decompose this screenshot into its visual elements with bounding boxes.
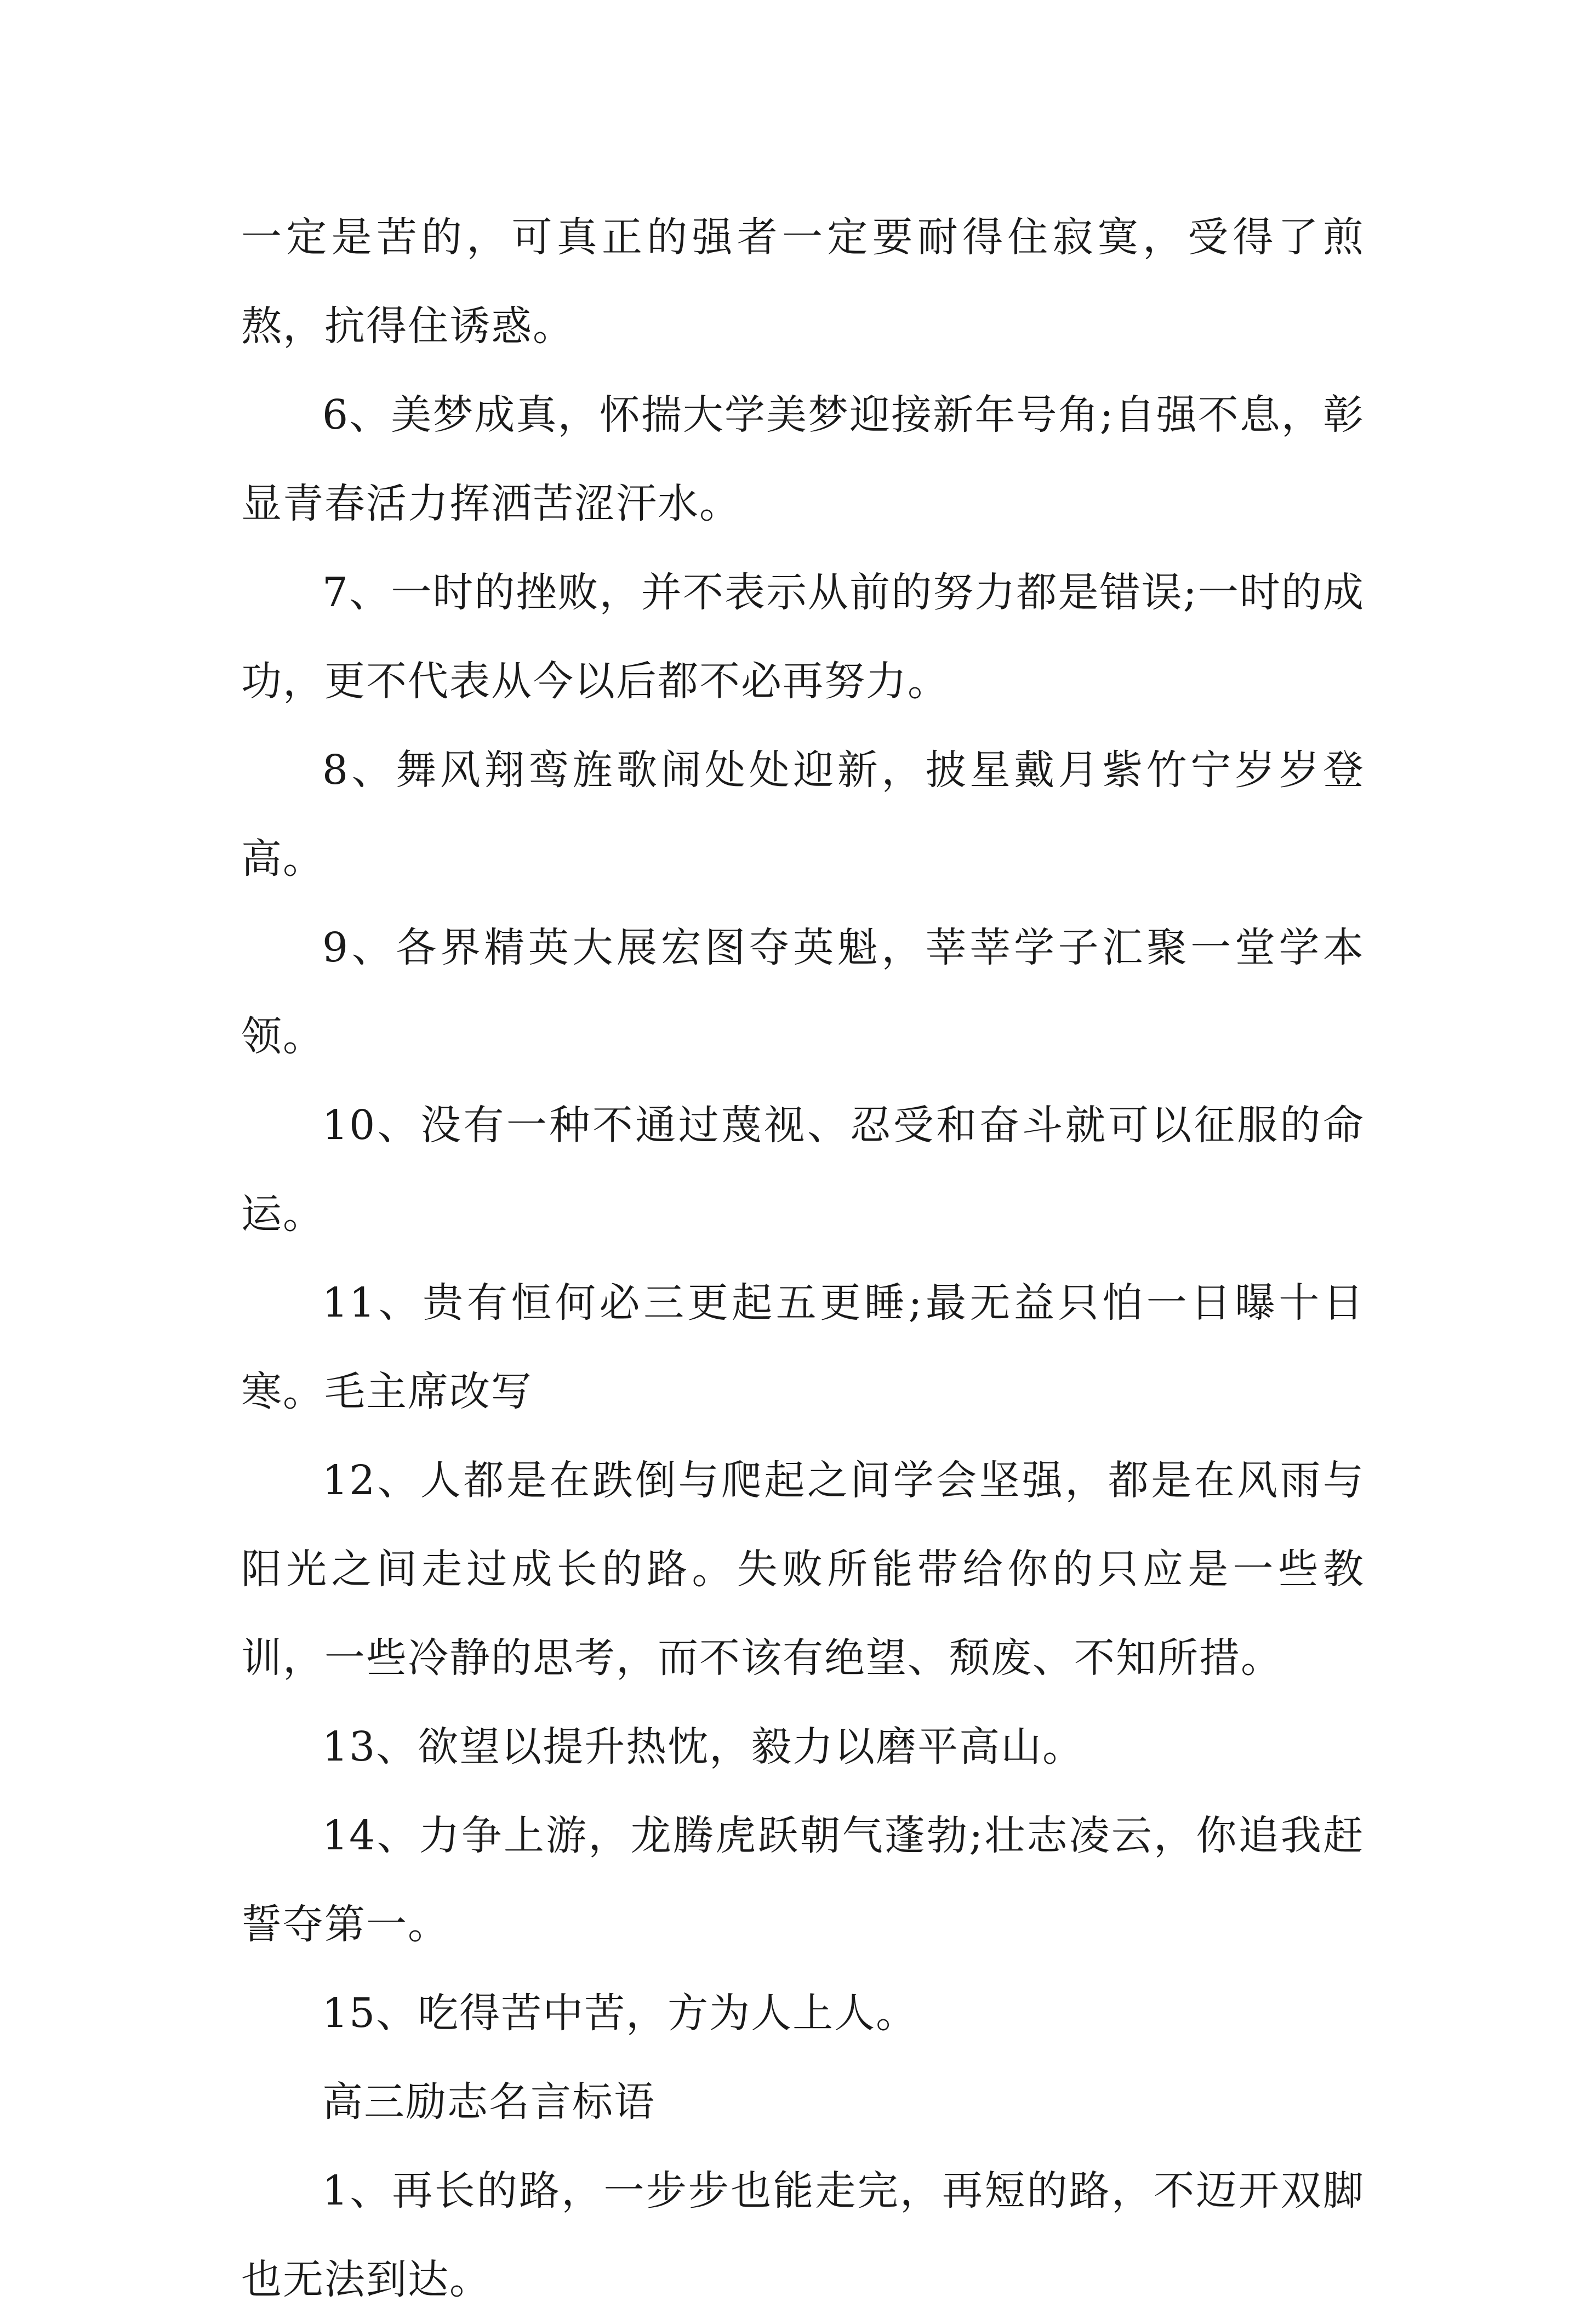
paragraph: 10、没有一种不通过蔑视、忍受和奋斗就可以征服的命运。 (241, 1102, 1365, 1238)
paragraph: 14、力争上游，龙腾虎跃朝气蓬勃;壮志凌云，你追我赶誓夺第一。 (241, 1812, 1365, 1948)
paragraph: 11、贵有恒何必三更起五更睡;最无益只怕一日曝十日寒。毛主席改写 (241, 1279, 1365, 1415)
paragraph: 一定是苦的，可真正的强者一定要耐得住寂寞，受得了煎熬，抗得住诱惑。 (241, 214, 1365, 350)
paragraph: 15、吃得苦中苦，方为人上人。 (322, 1990, 918, 2037)
paragraph: 6、美梦成真，怀揣大学美梦迎接新年号角;自强不息，彰显青春活力挥洒苦涩汗水。 (241, 391, 1365, 527)
body-text (241, 193, 1365, 2324)
section-heading: 高三励志名言标语 (322, 2078, 655, 2126)
paragraph: 12、人都是在跌倒与爬起之间学会坚强，都是在风雨与阳光之间走过成长的路。失败所能带给你的只应是一些教训，一些冷静的思考，而不该有绝望、颓废、不知所措。 (241, 1457, 1365, 1682)
paragraph: 9、各界精英大展宏图夺英魁，莘莘学子汇聚一堂学本领。 (241, 924, 1365, 1060)
paragraph: 8、舞风翔鸾旌歌闹处处迎新，披星戴月紫竹宁岁岁登高。 (241, 747, 1365, 882)
paragraph: 13、欲望以提升热忱，毅力以磨平高山。 (322, 1723, 1085, 1770)
paragraph: 7、一时的挫败，并不表示从前的努力都是错误;一时的成功，更不代表从今以后都不必再努力。 (241, 569, 1365, 705)
paragraph: 1、再长的路，一步步也能走完，再短的路，不迈开双脚也无法到达。 (241, 2167, 1365, 2303)
